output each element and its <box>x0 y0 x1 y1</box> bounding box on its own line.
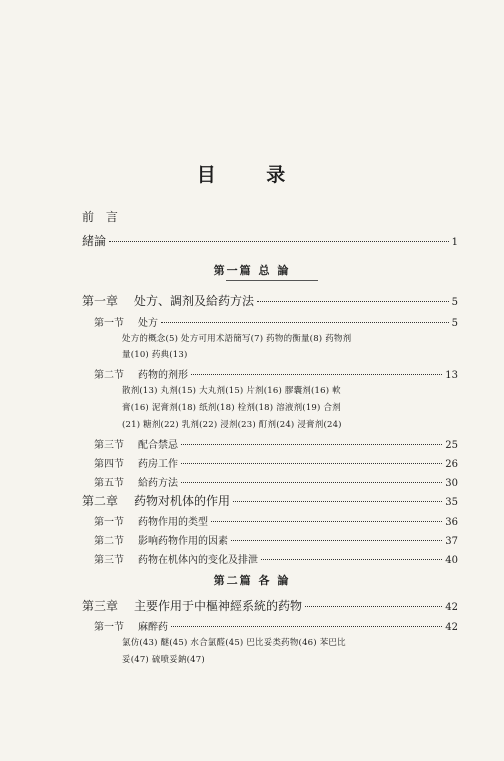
subtopic-list: 妥(47) 硫喷妥鈉(47) <box>122 655 205 665</box>
toc-entry-section-1-1 <box>94 314 458 329</box>
toc-entry-intro <box>82 232 458 249</box>
entry-title: 药房工作 <box>138 459 178 470</box>
toc-entry-chapter-2 <box>82 492 458 509</box>
section-number: 第一节 <box>94 517 124 528</box>
chapter-number: 第三章 <box>82 599 119 613</box>
entry-title: 配合禁忌 <box>138 440 178 451</box>
page-number: 13 <box>445 370 458 381</box>
toc-entry-section-1-2 <box>94 366 458 381</box>
entry-title: 药物对机体的作用 <box>134 494 231 508</box>
subtopic-list: 氯仿(43) 醚(45) 水合氯醛(45) 巴比妥类药物(46) 苯巴比 <box>122 638 346 648</box>
leader-dots <box>305 606 442 607</box>
page-number: 36 <box>445 517 458 528</box>
entry-title: 处方 <box>138 318 158 329</box>
section-number: 第一节 <box>94 622 124 633</box>
page-number: 25 <box>445 440 458 451</box>
page-number: 30 <box>445 478 458 489</box>
section-number: 第四节 <box>94 459 124 470</box>
leader-dots <box>181 463 442 464</box>
toc-entry-section-1-5 <box>94 474 458 489</box>
page-number: 26 <box>445 459 458 470</box>
toc-entry-chapter-1 <box>82 292 458 309</box>
chapter-number: 第一章 <box>82 294 119 308</box>
subtopic-list: 量(10) 药典(13) <box>122 350 188 360</box>
entry-title: 主要作用于中樞神經系統的药物 <box>134 599 303 613</box>
section-number: 第二节 <box>94 370 124 381</box>
page-number: 35 <box>445 497 458 508</box>
page-title: 目 录 <box>196 164 308 186</box>
entry-title: 緒論 <box>82 234 107 248</box>
page-number: 40 <box>445 555 458 566</box>
subtopic-list: (21) 糖剂(22) 乳剂(22) 浸剂(23) 酊剂(24) 浸膏剂(24) <box>122 420 342 430</box>
section-number: 第三节 <box>94 440 124 451</box>
leader-dots <box>231 540 442 541</box>
toc-entry-section-2-3 <box>94 551 458 566</box>
entry-title: 处方、調剂及給药方法 <box>134 294 255 308</box>
entry-title: 給药方法 <box>138 478 178 489</box>
entry-title: 药物在机体內的变化及排泄 <box>138 555 258 566</box>
page-number: 37 <box>445 536 458 547</box>
page-number: 42 <box>445 622 458 633</box>
leader-dots <box>161 322 449 323</box>
page-number: 1 <box>451 237 458 248</box>
page-number: 5 <box>451 318 458 329</box>
preface-entry: 前 言 <box>82 210 122 224</box>
leader-dots <box>181 444 442 445</box>
section-number: 第三节 <box>94 555 124 566</box>
leader-dots <box>191 374 442 375</box>
entry-title: 麻醉药 <box>138 622 168 633</box>
toc-entry-section-1-3 <box>94 436 458 451</box>
page-number: 42 <box>445 602 458 613</box>
entry-title: 药物的剂形 <box>138 370 188 381</box>
part-heading-2: 第二篇 各 論 <box>213 574 291 587</box>
leader-dots <box>181 482 442 483</box>
section-number: 第一节 <box>94 318 124 329</box>
leader-dots <box>261 559 442 560</box>
part-heading-1: 第一篇 总 論 <box>213 264 291 277</box>
toc-entry-section-2-1 <box>94 513 458 528</box>
part-heading-underline <box>226 280 318 281</box>
subtopic-list: 膏(16) 泥膏剂(18) 纸剂(18) 栓剂(18) 溶液剂(19) 合剂 <box>122 403 341 413</box>
leader-dots <box>171 626 442 627</box>
toc-entry-chapter-3 <box>82 597 458 614</box>
page-number: 5 <box>451 297 458 308</box>
section-number: 第二节 <box>94 536 124 547</box>
leader-dots <box>211 521 442 522</box>
leader-dots <box>233 501 442 502</box>
subtopic-list: 散剂(13) 丸剂(15) 大丸剂(15) 片剂(16) 膠囊剂(16) 軟 <box>122 386 341 396</box>
section-number: 第五节 <box>94 478 124 489</box>
entry-title: 影响药物作用的因素 <box>138 536 228 547</box>
leader-dots <box>109 241 449 242</box>
leader-dots <box>257 301 449 302</box>
toc-entry-section-1-4 <box>94 455 458 470</box>
toc-entry-section-3-1 <box>94 618 458 633</box>
entry-title: 药物作用的类型 <box>138 517 208 528</box>
subtopic-list: 处方的概念(5) 处方可用术語簡写(7) 药物的衡量(8) 药物剂 <box>122 334 352 344</box>
toc-entry-section-2-2 <box>94 532 458 547</box>
chapter-number: 第二章 <box>82 494 119 508</box>
